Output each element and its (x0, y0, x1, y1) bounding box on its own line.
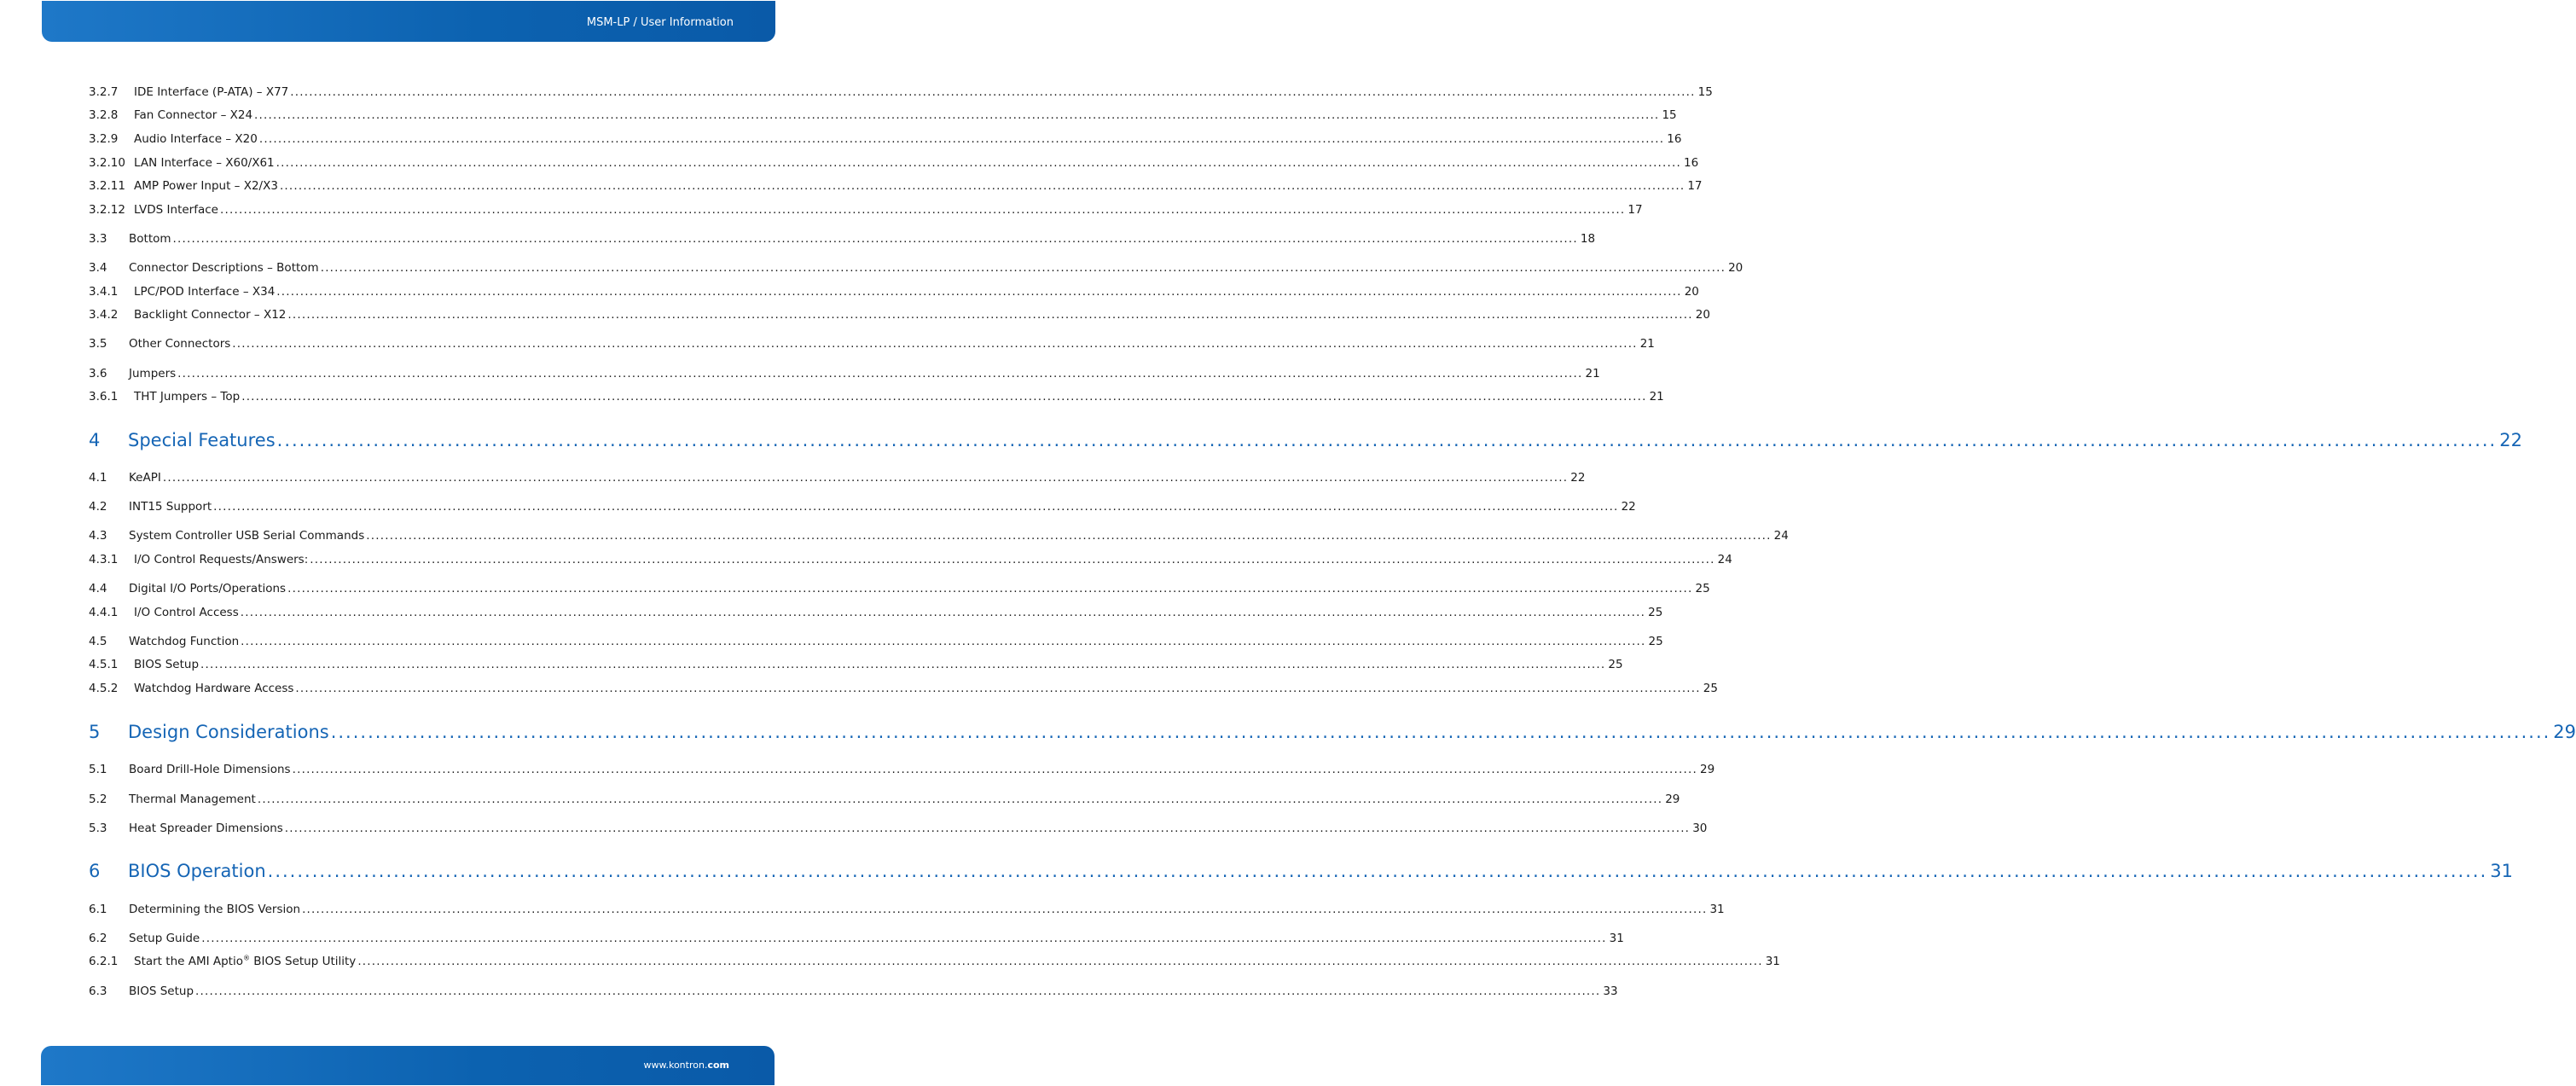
toc-entry-title-text: Setup Guide (129, 932, 200, 945)
toc-entry-number: 3.6 (89, 367, 107, 380)
toc-entry[interactable] (89, 552, 1732, 567)
toc-entry[interactable] (89, 657, 1623, 672)
dot-leader: ............................................................................................................................................................................................................................................................................................................ (232, 337, 1638, 351)
dot-leader: ............................................................................................................................................................................................................................................................................................................ (258, 132, 1665, 146)
toc-entry[interactable] (89, 155, 1699, 171)
dot-leader: ............................................................................................................................................................................................................................................................................................................ (295, 682, 1701, 695)
toc-entry-title-text: KeAPI (129, 471, 161, 485)
toc-page-number: 31 (1609, 932, 1624, 945)
toc-entry-number: 6.2.1 (89, 955, 119, 968)
toc-entry-title-text: THT Jumpers – Top (134, 390, 241, 404)
toc-entry[interactable] (89, 84, 1713, 100)
toc-entry-number: 6 (89, 861, 101, 881)
dot-leader: ............................................................................................................................................................................................................................................................................................................ (254, 108, 1660, 122)
toc-entry-title-text: LPC/POD Interface – X34 (134, 285, 276, 299)
toc-entry-title-text: Watchdog Function (129, 635, 240, 648)
toc-entry-title-text: System Controller USB Serial Commands (129, 529, 365, 543)
toc-entry[interactable] (89, 762, 1715, 777)
toc-entry-title-text: INT15 Support (129, 500, 212, 514)
footer-site-prefix: www.kontron. (643, 1060, 708, 1071)
toc-entry[interactable] (89, 984, 1618, 999)
toc-entry-title-text: Connector Descriptions – Bottom (129, 261, 319, 275)
toc-entry-title-text: BIOS Setup (129, 984, 194, 998)
toc-entry-number: 4.4 (89, 582, 107, 595)
toc-page-number: 20 (1728, 261, 1743, 275)
toc-entry-title-text: Backlight Connector – X12 (134, 308, 287, 322)
toc-entry-title (129, 634, 241, 649)
dot-leader: ............................................................................................................................................................................................................................................................................................................ (366, 529, 1772, 543)
toc-chapter-entry[interactable] (89, 429, 2522, 451)
toc-entry-title (129, 366, 177, 381)
footer-site-bold: com (707, 1060, 729, 1071)
dot-leader: ............................................................................................................................................................................................................................................................................................................ (267, 861, 2488, 881)
toc-entry[interactable] (89, 231, 1596, 247)
toc-entry[interactable] (89, 389, 1664, 404)
toc-page-number: 31 (1765, 955, 1780, 968)
toc-entry-title-text: Thermal Management (129, 793, 256, 806)
toc-entry-number: 3.6.1 (89, 390, 119, 404)
toc-entry-title (128, 721, 331, 743)
toc-entry-number: 3.2.7 (89, 85, 119, 99)
toc-entry-number: 3.4.1 (89, 285, 119, 299)
toc-page-number: 25 (1608, 658, 1623, 671)
dot-leader: ............................................................................................................................................................................................................................................................................................................ (357, 955, 1763, 968)
toc-page-number: 24 (1717, 553, 1732, 566)
toc-entry-number: 5.3 (89, 822, 107, 835)
toc-entry-title (134, 657, 200, 672)
toc-entry-title-text: Audio Interface – X20 (134, 132, 258, 146)
toc-entry-title (134, 131, 259, 147)
toc-entry-title (129, 499, 213, 514)
dot-leader: ............................................................................................................................................................................................................................................................................................................ (241, 390, 1647, 404)
toc-entry-title-text: Board Drill-Hole Dimensions (129, 763, 291, 776)
toc-page-number: 21 (1649, 390, 1664, 404)
toc-page-number: 20 (1684, 285, 1699, 299)
toc-entry[interactable] (89, 336, 1655, 351)
toc-entry-title-text: Digital I/O Ports/Operations (129, 582, 287, 595)
toc-entry-title-text: IDE Interface (P-ATA) – X77 (134, 85, 289, 99)
registered-mark: ® (242, 954, 250, 962)
toc-page-number: 22 (1621, 500, 1636, 514)
toc-entry-number: 4.5.1 (89, 658, 119, 671)
toc-entry[interactable] (89, 107, 1677, 123)
toc-entry[interactable] (89, 366, 1600, 381)
toc-entry[interactable] (89, 260, 1743, 276)
toc-entry-number: 3.3 (89, 232, 107, 246)
toc-entry-title (134, 107, 254, 123)
toc-entry-number: 4.1 (89, 471, 107, 485)
toc-entry-title-text: BIOS Operation (128, 861, 266, 881)
dot-leader: ............................................................................................................................................................................................................................................................................................................ (279, 179, 1685, 193)
toc-entry-title (134, 155, 276, 171)
toc-page-number: 29 (1699, 763, 1715, 776)
toc-entry-title-text: Fan Connector – X24 (134, 108, 253, 122)
dot-leader: ............................................................................................................................................................................................................................................................................................................ (240, 606, 1646, 619)
toc-entry[interactable] (89, 528, 1789, 543)
toc-chapter-entry[interactable] (89, 860, 2513, 882)
toc-entry[interactable] (89, 131, 1682, 147)
toc-entry-title-text: Design Considerations (128, 722, 329, 742)
toc-entry-number: 5.1 (89, 763, 107, 776)
toc-entry[interactable] (89, 605, 1663, 620)
toc-entry-title (129, 821, 285, 836)
toc-entry-number: 4.4.1 (89, 606, 119, 619)
toc-entry-number: 4.5 (89, 635, 107, 648)
toc-entry-number: 3.4.2 (89, 308, 119, 322)
toc-entry-number: 4.5.2 (89, 682, 119, 695)
toc-page-number: 29 (1665, 793, 1680, 806)
toc-entry-title (134, 307, 287, 322)
toc-entry-title (128, 429, 277, 451)
toc-entry-title (129, 984, 195, 999)
toc-entry-title (134, 178, 280, 194)
toc-entry[interactable] (89, 581, 1710, 596)
toc-page-number: 25 (1695, 582, 1710, 595)
toc-entry[interactable] (89, 470, 1586, 485)
toc-entry-title (129, 762, 293, 777)
toc-entry-title (129, 902, 302, 917)
dot-leader: ............................................................................................................................................................................................................................................................................................................ (284, 822, 1691, 835)
toc-entry-title (134, 605, 241, 620)
toc-page-number: 21 (1585, 367, 1600, 380)
toc-page-number: 17 (1687, 179, 1703, 193)
toc-page-number: 25 (1648, 606, 1663, 619)
toc-entry-title-text: Other Connectors (129, 337, 231, 351)
toc-entry[interactable] (89, 499, 1636, 514)
dot-leader: ............................................................................................................................................................................................................................................................................................................ (195, 984, 1601, 998)
toc-entry-title (134, 552, 310, 567)
toc-entry-title-text: Watchdog Hardware Access (134, 682, 294, 695)
toc-entry[interactable] (89, 792, 1680, 807)
dot-leader: ............................................................................................................................................................................................................................................................................................................ (201, 932, 1607, 945)
dot-leader: ............................................................................................................................................................................................................................................................................................................ (213, 500, 1619, 514)
toc-entry-title (134, 954, 357, 969)
toc-entry-title-text: Jumpers (129, 367, 177, 380)
toc-page-number: 15 (1662, 108, 1677, 122)
toc-entry-title-text: Bottom (129, 232, 171, 246)
dot-leader: ............................................................................................................................................................................................................................................................................................................ (310, 553, 1715, 566)
footer-website-link[interactable] (644, 1060, 730, 1071)
toc-entry-title (129, 581, 287, 596)
dot-leader: ............................................................................................................................................................................................................................................................................................................ (302, 903, 1708, 916)
toc-entry-title-text: BIOS Setup Utility (249, 955, 357, 968)
toc-page-number: 16 (1684, 156, 1699, 170)
dot-leader: ............................................................................................................................................................................................................................................................................................................ (177, 367, 1583, 380)
toc-entry-number: 6.3 (89, 984, 107, 998)
header-title: MSM-LP / User Information (586, 16, 734, 29)
header-band (42, 1, 775, 42)
toc-entry-title (129, 931, 201, 946)
toc-page-number: 18 (1580, 232, 1596, 246)
toc-entry-number: 3.2.9 (89, 132, 119, 146)
toc-page-number: 31 (2490, 861, 2513, 881)
toc-entry-title (134, 202, 220, 218)
toc-entry-title (129, 792, 258, 807)
toc-entry-number: 3.2.10 (89, 156, 125, 170)
toc-entry[interactable] (89, 307, 1710, 322)
toc-entry[interactable] (89, 178, 1703, 194)
toc-page-number: 20 (1695, 308, 1710, 322)
toc-entry-number: 5 (89, 722, 101, 742)
toc-entry[interactable] (89, 284, 1699, 299)
toc-entry-number: 4.2 (89, 500, 107, 514)
dot-leader: ............................................................................................................................................................................................................................................................................................................ (219, 203, 1626, 217)
toc-page-number: 22 (1570, 471, 1586, 485)
toc-entry[interactable] (89, 821, 1708, 836)
toc-entry-title-text: I/O Control Requests/Answers: (134, 553, 309, 566)
dot-leader: ............................................................................................................................................................................................................................................................................................................ (292, 763, 1697, 776)
dot-leader: ............................................................................................................................................................................................................................................................................................................ (276, 430, 2498, 450)
toc-entry-title-text: Start the AMI Aptio (134, 955, 243, 968)
toc-entry-title-text: Determining the BIOS Version (129, 903, 301, 916)
toc-entry-title (129, 470, 163, 485)
toc-entry-title (129, 231, 173, 247)
dot-leader: ............................................................................................................................................................................................................................................................................................................ (330, 722, 2551, 742)
toc-entry-number: 6.1 (89, 903, 107, 916)
toc-page-number: 33 (1603, 984, 1618, 998)
toc-entry-title-text: LAN Interface – X60/X61 (134, 156, 275, 170)
toc-entry[interactable] (89, 634, 1663, 649)
footer-band (41, 1046, 775, 1085)
dot-leader: ............................................................................................................................................................................................................................................................................................................ (172, 232, 1578, 246)
toc-chapter-entry[interactable] (89, 721, 2576, 743)
dot-leader: ............................................................................................................................................................................................................................................................................................................ (287, 582, 1693, 595)
dot-leader: ............................................................................................................................................................................................................................................................................................................ (287, 308, 1693, 322)
dot-leader: ............................................................................................................................................................................................................................................................................................................ (200, 658, 1606, 671)
toc-entry-title (129, 260, 321, 276)
toc-entry-title-text: LVDS Interface (134, 203, 218, 217)
toc-entry[interactable] (89, 902, 1725, 917)
toc-entry[interactable] (89, 202, 1643, 218)
toc-entry-title (129, 528, 366, 543)
toc-page-number: 29 (2553, 722, 2576, 742)
toc-page-number: 17 (1627, 203, 1643, 217)
toc-entry-number: 3.2.8 (89, 108, 119, 122)
toc-entry-number: 3.4 (89, 261, 107, 275)
toc-entry-title-text: I/O Control Access (134, 606, 239, 619)
toc-page-number: 31 (1709, 903, 1725, 916)
toc-page-number: 16 (1667, 132, 1682, 146)
dot-leader: ............................................................................................................................................................................................................................................................................................................ (257, 793, 1663, 806)
toc-page-number: 21 (1639, 337, 1655, 351)
toc-entry[interactable] (89, 931, 1624, 946)
toc-entry-title (134, 84, 290, 100)
toc-entry-number: 4.3.1 (89, 553, 119, 566)
toc-entry-title (129, 336, 232, 351)
toc-page-number: 25 (1648, 635, 1663, 648)
dot-leader: ............................................................................................................................................................................................................................................................................................................ (162, 471, 1569, 485)
dot-leader: ............................................................................................................................................................................................................................................................................................................ (320, 261, 1726, 275)
dot-leader: ............................................................................................................................................................................................................................................................................................................ (290, 85, 1696, 99)
toc-entry-number: 5.2 (89, 793, 107, 806)
toc-page-number: 25 (1703, 682, 1718, 695)
toc-entry-number: 3.2.12 (89, 203, 125, 217)
toc-entry-number: 4 (89, 430, 101, 450)
toc-entry[interactable] (89, 681, 1718, 696)
toc-page-number: 30 (1692, 822, 1708, 835)
toc-entry-title (128, 860, 268, 882)
dot-leader: ............................................................................................................................................................................................................................................................................................................ (276, 285, 1682, 299)
toc-page-number: 15 (1697, 85, 1713, 99)
dot-leader: ............................................................................................................................................................................................................................................................................................................ (276, 156, 1682, 170)
toc-entry[interactable] (89, 954, 1780, 969)
toc-page-number: 22 (2499, 430, 2522, 450)
toc-entry-title (134, 681, 295, 696)
toc-entry-title-text: AMP Power Input – X2/X3 (134, 179, 278, 193)
toc-entry-number: 3.5 (89, 337, 107, 351)
toc-entry-number: 3.2.11 (89, 179, 125, 193)
toc-entry-title-text: Special Features (128, 430, 276, 450)
toc-entry-number: 4.3 (89, 529, 107, 543)
toc-page-number: 24 (1773, 529, 1789, 543)
toc-entry-title-text: Heat Spreader Dimensions (129, 822, 283, 835)
toc-entry-title-text: BIOS Setup (134, 658, 200, 671)
toc-entry-title (134, 389, 241, 404)
dot-leader: ............................................................................................................................................................................................................................................................................................................ (241, 635, 1646, 648)
toc-entry-title (134, 284, 276, 299)
toc-entry-number: 6.2 (89, 932, 107, 945)
